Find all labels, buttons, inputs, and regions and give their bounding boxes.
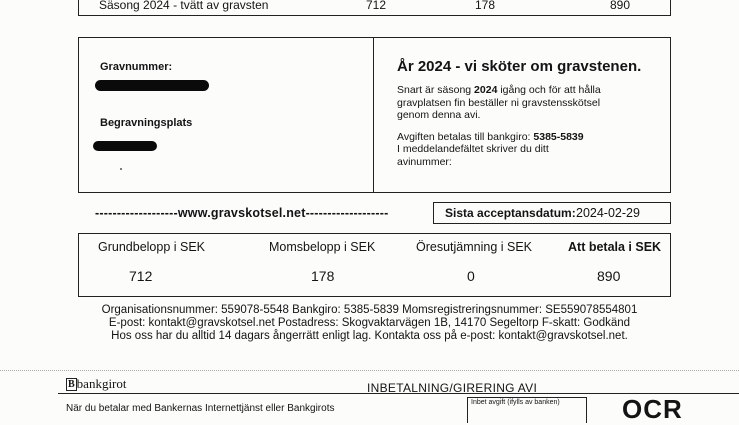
season-row-label: Säsong 2024 - tvätt av gravsten xyxy=(99,0,269,12)
season-row xyxy=(78,0,671,16)
header-grundbelopp: Grundbelopp i SEK xyxy=(98,240,206,254)
info-p2-bankgiro: 5385-5839 xyxy=(533,130,584,143)
redacted-burial-place xyxy=(93,141,157,151)
speck xyxy=(120,168,122,170)
info-p2-pre: Avgiften betalas till bankgiro: xyxy=(397,130,534,143)
value-oresutjamning: 0 xyxy=(467,268,475,284)
acceptance-date-box xyxy=(433,202,671,224)
info-p1-pre: Snart är säsong xyxy=(397,84,475,96)
info-p1-line3: genom denna avi. xyxy=(397,109,481,121)
website-line: -------------------www.gravskotsel.net------------------- xyxy=(95,206,389,220)
totals-box xyxy=(78,233,671,297)
info-p1-post: igång och för att hålla xyxy=(497,84,601,96)
footer-line-1: Organisationsnummer: 559078-5548 Bankgiro: 5385-5839 Momsregistreringsnummer: SE559078554801 xyxy=(101,304,638,316)
card-divider xyxy=(373,38,374,192)
bankgirot-logo-text: bankgirot xyxy=(76,376,127,391)
info-p1-year: 2024 xyxy=(474,84,498,96)
info-panel xyxy=(397,58,667,168)
bankgirot-logo xyxy=(66,376,127,392)
header-att-betala: Att betala i SEK xyxy=(568,240,662,254)
info-paragraph-2 xyxy=(397,131,667,169)
info-paragraph-1 xyxy=(397,84,667,122)
season-row-total: 890 xyxy=(610,0,631,12)
bank-fee-box xyxy=(467,397,587,423)
ocr-mark: OCR xyxy=(622,394,683,424)
header-oresutjamning: Öresutjämning i SEK xyxy=(416,240,533,254)
season-row-moms: 178 xyxy=(475,0,496,12)
info-p2-line2: I meddelandefältet skriver du ditt xyxy=(397,143,549,155)
grave-info-card xyxy=(78,37,671,193)
value-momsbelopp: 178 xyxy=(311,268,335,284)
acceptance-date: 2024-02-29 xyxy=(576,206,640,220)
tear-line xyxy=(0,370,739,371)
slip-title: INBETALNING/GIRERING AVI xyxy=(367,381,538,395)
grave-number-label: Gravnummer: xyxy=(100,61,173,73)
season-row-grundbelopp: 712 xyxy=(366,0,387,12)
footer-line-2: E-post: kontakt@gravskotsel.net Postadress: Skogvaktarvägen 1B, 14170 Segeltorp F-skatt: Godkänd xyxy=(108,317,631,329)
acceptance-label: Sista acceptansdatum: xyxy=(445,206,576,220)
slip-instruction: När du betalar med Bankernas Internettjänst eller Bankgirots xyxy=(66,403,335,414)
info-p1-line2: gravplatsen fin beställer ni gravstensskötsel xyxy=(397,96,601,109)
bankgirot-logo-mark: B xyxy=(68,379,75,390)
footer-line-3: Hos oss har du alltid 14 dagars ångerrätt enligt lag. Kontakta oss på e-post: kontakt@gravskotsel.net. xyxy=(111,330,628,342)
header-momsbelopp: Momsbelopp i SEK xyxy=(269,240,376,254)
value-grundbelopp: 712 xyxy=(129,268,153,284)
info-heading: År 2024 - vi sköter om gravstenen. xyxy=(397,58,642,75)
value-att-betala: 890 xyxy=(597,268,621,284)
info-p2-line3: avinummer: xyxy=(397,155,452,168)
redacted-grave-number xyxy=(95,80,209,91)
bank-fee-label: Inbet avgift (ifylls av banken) xyxy=(471,399,560,406)
burial-place-label: Begravningsplats xyxy=(100,117,193,129)
